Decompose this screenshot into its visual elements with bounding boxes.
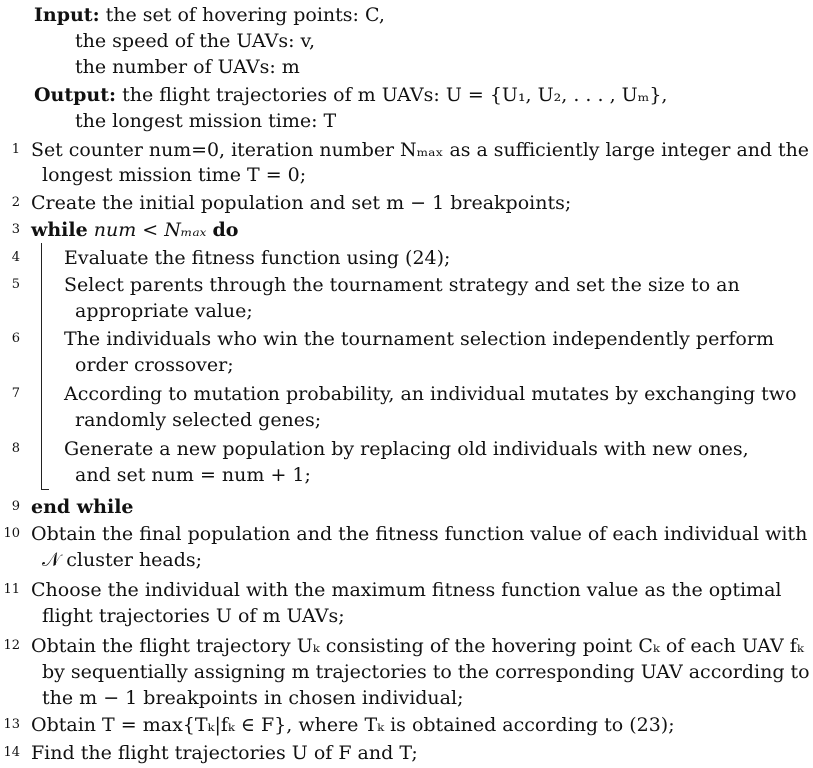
- step-10-line-2: 𝒩 cluster heads;: [42, 549, 203, 571]
- step-12-line-1: Obtain the flight trajectory Uₖ consisting of the hovering point Cₖ of each UAV fₖ: [31, 635, 804, 657]
- step-8-line-1: Generate a new population by replacing old individuals with new ones,: [64, 438, 749, 460]
- step-number-7: 7: [11, 386, 20, 401]
- step-number-14: 14: [3, 745, 20, 760]
- output-line-2: the longest mission time: T: [75, 110, 337, 132]
- step-number-9: 9: [11, 499, 20, 514]
- input-label: Input:: [34, 4, 100, 26]
- step-5-line-1: Select parents through the tournament strategy and set the size to an: [64, 274, 740, 296]
- output-row: [34, 82, 667, 108]
- input-line-2: the speed of the UAVs: v,: [75, 30, 316, 52]
- step-number-6: 6: [11, 331, 20, 346]
- loop-body-bar-end: [41, 489, 49, 490]
- step-12-line-2: by sequentially assigning m trajectories to the corresponding UAV according to: [42, 661, 810, 683]
- step-number-13: 13: [3, 717, 20, 732]
- output-line-1: the flight trajectories of m UAVs: U = {U₁, U₂, . . . , Uₘ},: [122, 84, 668, 106]
- step-number-4: 4: [11, 250, 20, 265]
- step-13-line-1: Obtain T = max{Tₖ|fₖ ∈ F}, where Tₖ is obtained according to (23);: [31, 714, 675, 736]
- step-7-line-1: According to mutation probability, an individual mutates by exchanging two: [64, 383, 797, 405]
- step-number-10: 10: [3, 526, 20, 541]
- end-while-keyword: end while: [31, 496, 134, 518]
- input-line-1: the set of hovering points: C,: [105, 4, 385, 26]
- step-4-line-1: Evaluate the fitness function using (24);: [64, 247, 451, 269]
- step-number-12: 12: [3, 638, 20, 653]
- loop-body-bar: [41, 243, 42, 490]
- step-number-8: 8: [11, 441, 20, 456]
- step-number-5: 5: [11, 277, 20, 292]
- step-number-1: 1: [11, 142, 20, 157]
- step-number-2: 2: [11, 195, 20, 210]
- step-7-line-2: randomly selected genes;: [75, 409, 322, 431]
- step-6-line-1: The individuals who win the tournament selection independently perform: [64, 328, 774, 350]
- input-line-3: the number of UAVs: m: [75, 56, 300, 78]
- while-condition: num < Nₘₐₓ: [93, 219, 207, 241]
- step-11-line-1: Choose the individual with the maximum fitness function value as the optimal: [31, 579, 782, 601]
- while-keyword: while: [31, 219, 88, 241]
- step-10-line-1: Obtain the final population and the fitness function value of each individual with: [31, 523, 808, 545]
- step-14-line-1: Find the flight trajectories U of F and T;: [31, 742, 418, 764]
- while-header: [31, 217, 238, 243]
- output-label: Output:: [34, 84, 117, 106]
- input-row: [34, 2, 385, 28]
- step-1-line-1: Set counter num=0, iteration number Nₘₐₓ as a sufficiently large integer and the: [31, 139, 809, 161]
- step-12-line-3: the m − 1 breakpoints in chosen individual;: [42, 687, 464, 709]
- step-5-line-2: appropriate value;: [75, 300, 253, 322]
- do-keyword: do: [212, 219, 239, 241]
- step-number-11: 11: [3, 582, 20, 597]
- step-2-line-1: Create the initial population and set m − 1 breakpoints;: [31, 192, 572, 214]
- step-6-line-2: order crossover;: [75, 354, 234, 376]
- step-1-line-2: longest mission time T = 0;: [42, 164, 307, 186]
- step-8-line-2: and set num = num + 1;: [75, 464, 311, 486]
- step-number-3: 3: [11, 222, 20, 237]
- step-11-line-2: flight trajectories U of m UAVs;: [42, 605, 345, 627]
